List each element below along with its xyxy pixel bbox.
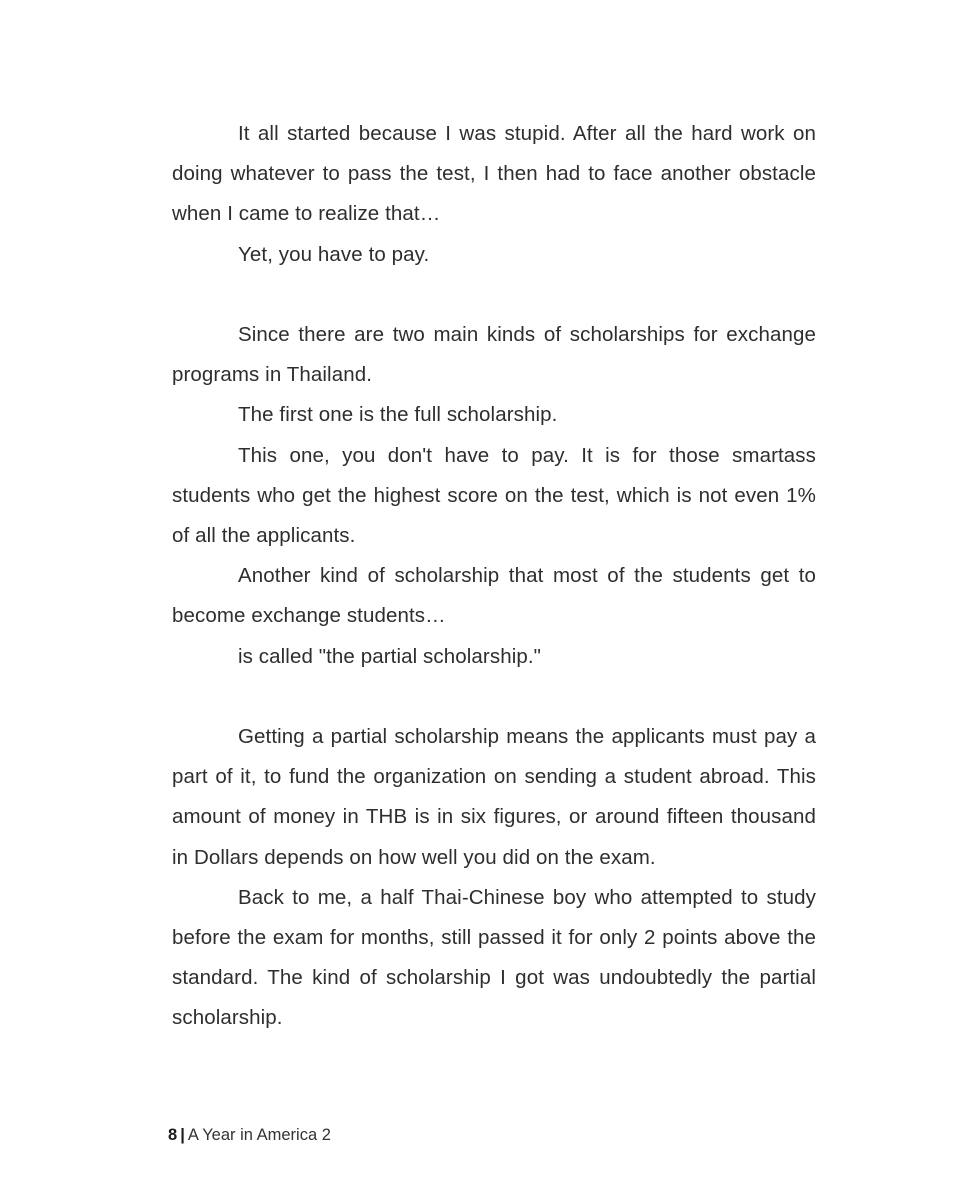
- paragraph-spacer: [172, 677, 816, 717]
- paragraph: Getting a partial scholarship means the applicants must pay a part of it, to fund the organization on sending a student abroad. This amount of money in THB is in six figures, or around fifteen thousand in Dollars depends on how well you did on the exam.: [172, 725, 816, 869]
- paragraph: Yet, you have to pay.: [238, 242, 430, 266]
- paragraph: The first one is the full scholarship.: [238, 403, 558, 427]
- footer-separator: |: [180, 1126, 185, 1144]
- paragraph: This one, you don't have to pay. It is for those smartass students who get the highest score on the test, which is not even 1% of all the applicants.: [172, 443, 816, 548]
- paragraph: Since there are two main kinds of scholarships for exchange programs in Thailand.: [172, 323, 816, 387]
- paragraph-spacer: [172, 275, 816, 315]
- page-number: 8: [168, 1126, 178, 1144]
- paragraph: It all started because I was stupid. After all the hard work on doing whatever to pass the test, I then had to face another obstacle when I came to realize that…: [172, 122, 816, 226]
- paragraph: Back to me, a half Thai-Chinese boy who attempted to study before the exam for months, still passed it for only 2 points above the standard. The kind of scholarship I got was undoubtedly the partial scholarship.: [172, 885, 816, 1030]
- page-footer: [168, 1126, 331, 1145]
- paragraph: is called "the partial scholarship.": [238, 644, 542, 668]
- body-text: [172, 114, 816, 1039]
- book-title: A Year in America 2: [187, 1126, 331, 1144]
- paragraph: Another kind of scholarship that most of the students get to become exchange students…: [172, 564, 816, 628]
